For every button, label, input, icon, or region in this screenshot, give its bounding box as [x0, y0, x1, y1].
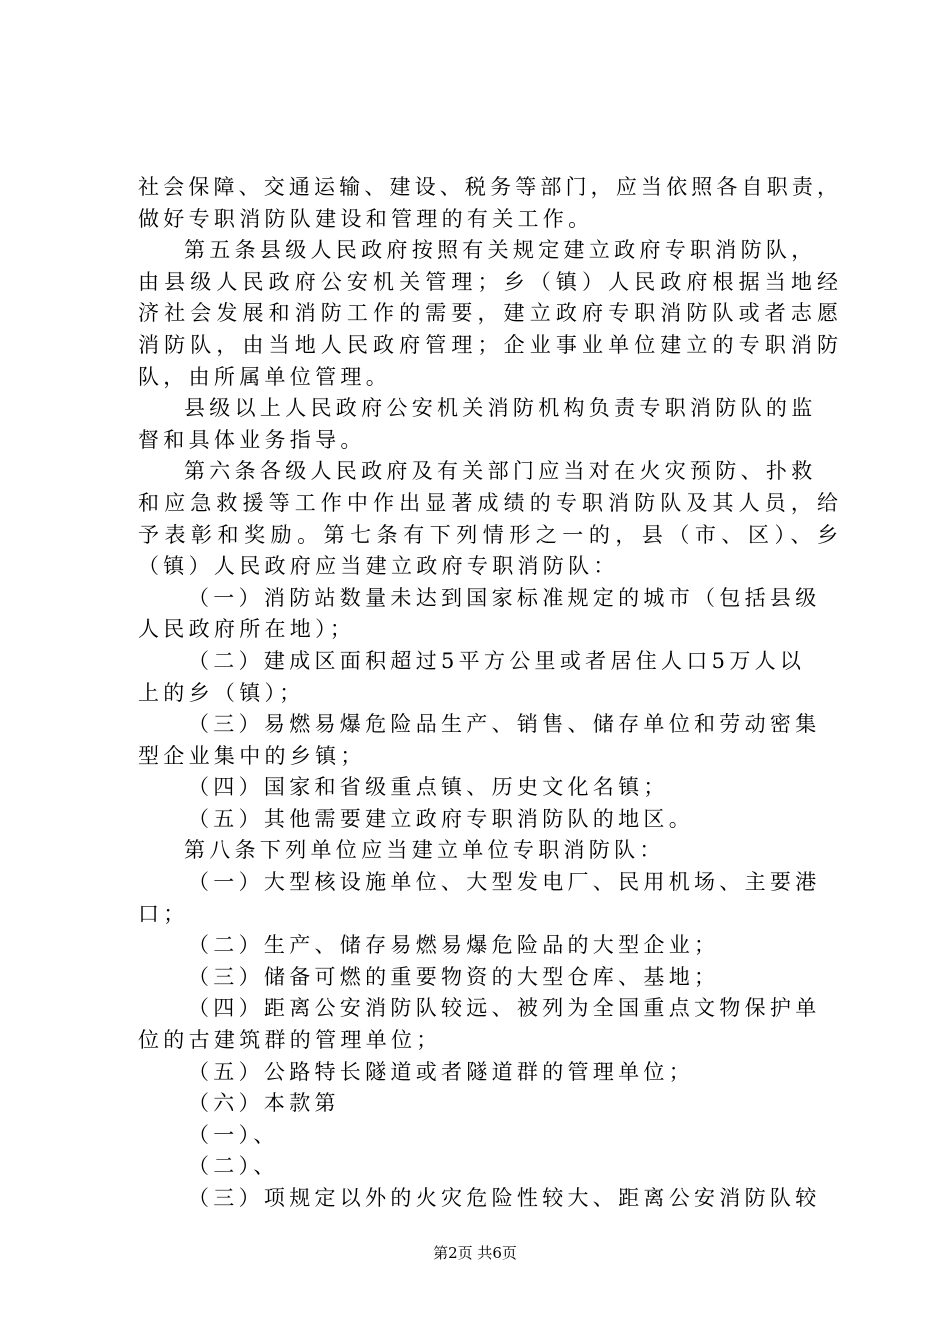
text-line: （二）建成区面积超过5平方公里或者居住人口5万人以: [188, 648, 806, 673]
text-line: （六）本款第: [188, 1091, 340, 1116]
text-line: （二）、: [188, 1154, 279, 1179]
page-footer: [0, 1243, 950, 1263]
text-line: 口；: [138, 901, 189, 926]
text-line: 人民政府所在地）；: [138, 617, 356, 642]
text-line: 第六条各级人民政府及有关部门应当对在火灾预防、扑救: [184, 459, 817, 484]
text-line: （四）国家和省级重点镇、历史文化名镇；: [188, 775, 669, 800]
text-line: 做好专职消防队建设和管理的有关工作。: [138, 206, 594, 231]
text-line: 县级以上人民政府公安机关消防机构负责专职消防队的监: [184, 396, 817, 421]
text-line: 队，由所属单位管理。: [138, 364, 391, 389]
text-line: （二）生产、储存易燃易爆危险品的大型企业；: [188, 933, 720, 958]
text-line: 社会保障、交通运输、建设、税务等部门，应当依照各自职责，: [138, 175, 838, 199]
text-line: 型企业集中的乡镇；: [138, 743, 366, 768]
text-line: （五）公路特长隧道或者隧道群的管理单位；: [188, 1059, 694, 1084]
text-line: 位的古建筑群的管理单位；: [138, 1028, 442, 1053]
text-line: 上的乡（镇）；: [138, 680, 305, 705]
text-line: 督和具体业务指导。: [138, 427, 366, 452]
text-line: 和应急救援等工作中作出显著成绩的专职消防队及其人员，给: [138, 490, 838, 515]
text-line: （三）易燃易爆危险品生产、销售、储存单位和劳动密集: [188, 712, 821, 737]
text-line: （五）其他需要建立政府专职消防队的地区。: [188, 806, 694, 831]
text-line: 第八条下列单位应当建立单位专职消防队：: [184, 838, 665, 863]
text-line: 由县级人民政府公安机关管理；乡（镇）人民政府根据当地经: [138, 269, 838, 294]
text-line: 消防队，由当地人民政府管理；企业事业单位建立的专职消防: [138, 332, 838, 357]
text-line: （三）项规定以外的火灾危险性较大、距离公安消防队较: [188, 1186, 821, 1210]
text-line: （一）消防站数量未达到国家标准规定的城市（包括县级: [188, 585, 821, 610]
text-line: 予表彰和奖励。第七条有下列情形之一的，县（市、区）、乡: [138, 522, 838, 547]
page-number-label: 第2页 共6页: [433, 1244, 517, 1262]
text-line: （一）、: [188, 1122, 279, 1147]
text-line: 济社会发展和消防工作的需要，建立政府专职消防队或者志愿: [138, 301, 838, 326]
document-body: [138, 172, 838, 1215]
text-line: （四）距离公安消防队较远、被列为全国重点文物保护单: [188, 996, 821, 1021]
text-line: （三）储备可燃的重要物资的大型仓库、基地；: [188, 964, 720, 989]
text-line: （镇）人民政府应当建立政府专职消防队：: [138, 554, 619, 579]
text-line: 第五条县级人民政府按照有关规定建立政府专职消防队，: [184, 238, 817, 263]
text-line: （一）大型核设施单位、大型发电厂、民用机场、主要港: [188, 870, 821, 895]
